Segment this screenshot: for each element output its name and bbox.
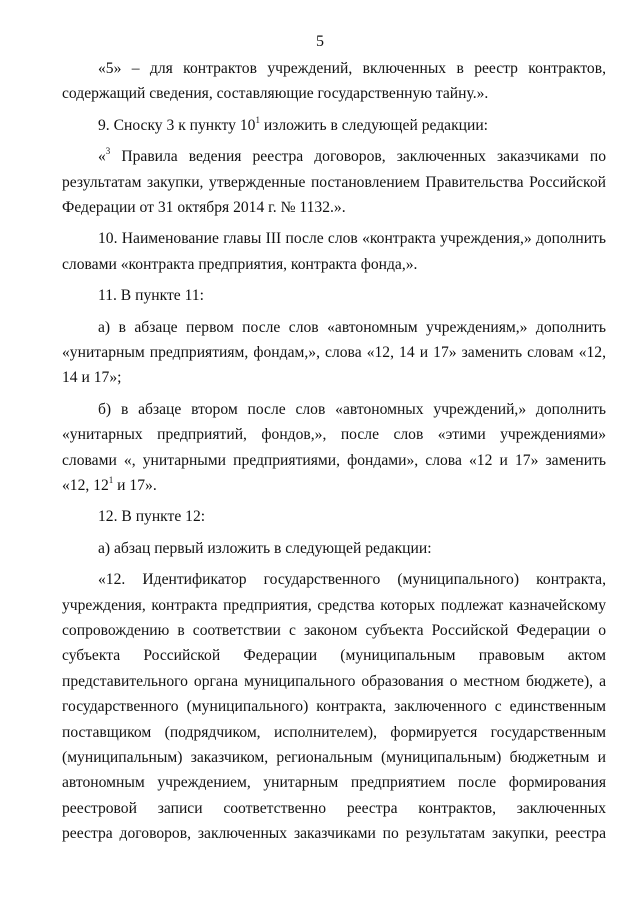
text-line [62, 113, 606, 138]
text-line: «унитарных предприятий, фондов,», после слов «этими учреждениями» [62, 426, 606, 444]
text-line: реестра договоров, заключенных заказчиками по результатам закупки, реестра [62, 825, 606, 843]
text-line: словами «контракта предприятия, контракта фонда,». [62, 255, 418, 273]
text-line: учреждения, контракта предприятия, средства которых подлежат казначейскому [62, 596, 606, 614]
text-line: реестровой записи соответственно реестра контрактов, заключенных [62, 799, 606, 817]
text-line: (муниципальным) заказчиком, региональным (муниципальным) бюджетным и [62, 748, 606, 766]
line-text: « [98, 148, 106, 166]
paragraph [62, 144, 606, 220]
text-line: Федерации от 31 октября 2014 г. № 1132.». [62, 198, 346, 216]
paragraph [62, 315, 606, 391]
text-line: а) в абзаце первом после слов «автономным учреждениям,» дополнить [98, 318, 606, 336]
paragraph [62, 504, 606, 529]
text-line: представительного органа муниципального образования о местном бюджете), а [62, 672, 606, 690]
text-line: 11. В пункте 11: [98, 287, 204, 305]
text-line: а) абзац первый изложить в следующей редакции: [98, 539, 432, 557]
line-text: 9. Сноску 3 к пункту 10 [98, 116, 256, 134]
paragraph [62, 536, 606, 561]
text-line: б) в абзаце втором после слов «автономных учреждений,» дополнить [98, 400, 606, 418]
superscript: 1 [108, 474, 114, 485]
line-text: Правила ведения реестра договоров, заключенных заказчиками по [110, 148, 606, 166]
line-text: «12, 12 [62, 476, 109, 494]
line-text: изложить в следующей редакции: [259, 116, 489, 134]
line-text: «унитарным предприятиям, фондам,», слова «12, 14 и 17» заменить словам «12, [62, 343, 606, 361]
text-line: государственного (муниципального) контракта, заключенного с единственным [62, 698, 606, 716]
text-line: «5» – для контрактов учреждений, включенных в реестр контрактов, [98, 60, 606, 77]
text-line [62, 340, 606, 365]
text-line: поставщиком (подрядчиком, исполнителем), формируется государственным [62, 723, 606, 741]
page-number: 5 [316, 33, 324, 50]
superscript: 3 [105, 146, 111, 157]
paragraph [62, 567, 606, 846]
text-line: субъекта Российской Федерации (муниципальным правовым актом [62, 647, 606, 665]
text-line: сопровождению в соответствии с законом субъекта Российской Федерации о [62, 621, 606, 639]
text-line [62, 144, 606, 169]
paragraph [62, 56, 606, 107]
document-body [62, 56, 606, 846]
paragraph [62, 226, 606, 277]
line-text: и 17». [113, 476, 157, 494]
text-line: «12. Идентификатор государственного (муниципального) контракта, [98, 571, 606, 589]
text-line: содержащий сведения, составляющие государственную тайну.». [62, 85, 489, 103]
superscript: 1 [255, 114, 260, 125]
text-line [62, 473, 606, 498]
text-line: 12. В пункте 12: [98, 508, 206, 526]
paragraph [62, 113, 606, 138]
text-line: 14 и 17»; [62, 369, 122, 387]
text-line: словами «, унитарными предприятиями, фондами», слова «12 и 17» заменить [62, 451, 606, 469]
text-line: автономным учреждением, унитарным предприятием после формирования [62, 774, 606, 792]
paragraph [62, 397, 606, 499]
text-line: 10. Наименование главы III после слов «контракта учреждения,» дополнить [98, 230, 606, 248]
text-line: результатам закупки, утвержденные постановлением Правительства Российской [62, 173, 606, 191]
paragraph [62, 283, 606, 308]
